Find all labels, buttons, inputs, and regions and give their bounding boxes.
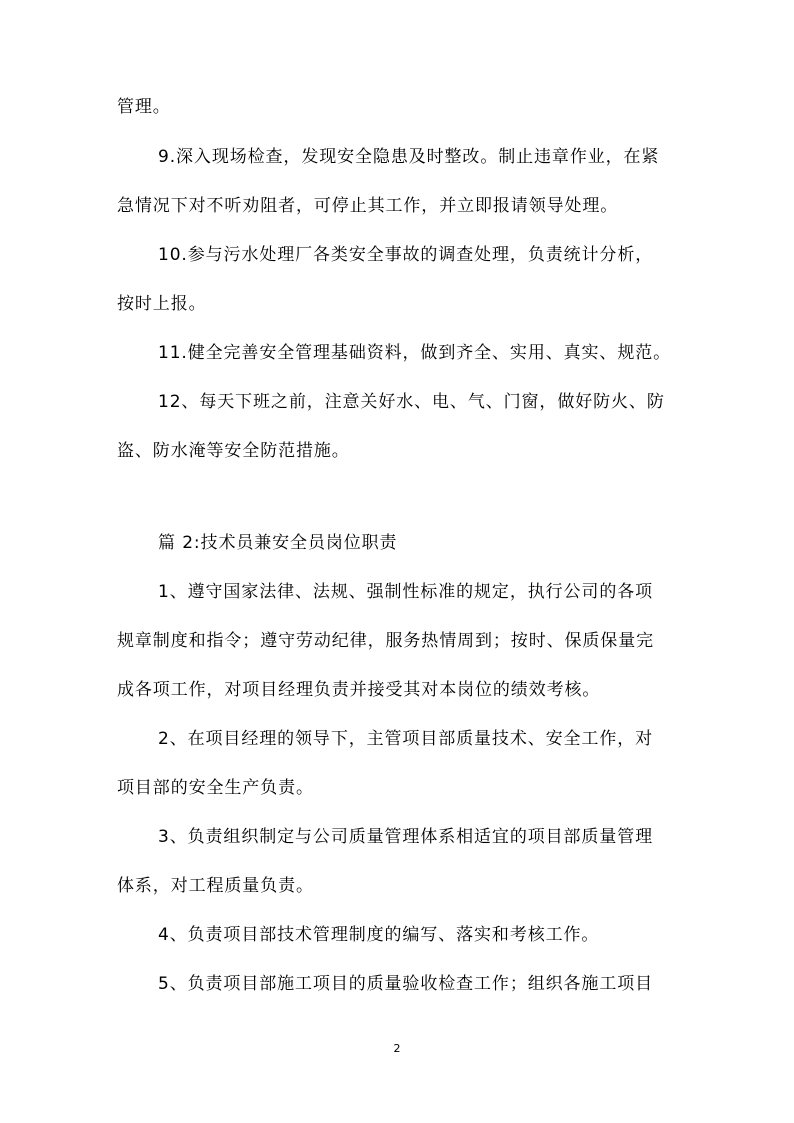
text-line: 4、负责项目部技术管理制度的编写、落实和考核工作。 xyxy=(158,925,600,945)
text-line: 11.健全完善安全管理基础资料，做到齐全、实用、真实、规范。 xyxy=(158,343,672,363)
text-line: 规章制度和指令；遵守劳动纪律，服务热情周到；按时、保质保量完 xyxy=(117,631,654,651)
text-line: 1、遵守国家法律、法规、强制性标准的规定，执行公司的各项 xyxy=(158,582,654,602)
text-line: 12、每天下班之前，注意关好水、电、气、门窗，做好防火、防 xyxy=(158,392,665,412)
text-line: 5、负责项目部施工项目的质量验收检查工作；组织各施工项目 xyxy=(158,974,654,994)
text-line: 项目部的安全生产负责。 xyxy=(117,778,314,798)
text-line: 盗、防水淹等安全防范措施。 xyxy=(117,441,350,461)
page-number: 2 xyxy=(393,1042,401,1055)
text-line: 管理。 xyxy=(117,97,171,117)
text-line: 2、在项目经理的领导下，主管项目部质量技术、安全工作，对 xyxy=(158,729,654,749)
text-line: 体系，对工程质量负责。 xyxy=(117,876,314,896)
text-line: 9.深入现场检查，发现安全隐患及时整改。制止违章作业，在紧 xyxy=(158,147,660,167)
text-line: 急情况下对不听劝阻者，可停止其工作，并立即报请领导处理。 xyxy=(117,196,619,216)
text-line: 10.参与污水处理厂各类安全事故的调查处理，负责统计分析， xyxy=(158,245,654,265)
text-line: 3、负责组织制定与公司质量管理体系相适宜的项目部质量管理 xyxy=(158,827,654,847)
text-line: 成各项工作，对项目经理负责并接受其对本岗位的绩效考核。 xyxy=(117,680,601,700)
section-heading: 篇 2:技术员兼安全员岗位职责 xyxy=(158,533,398,553)
text-line: 按时上报。 xyxy=(117,294,207,314)
